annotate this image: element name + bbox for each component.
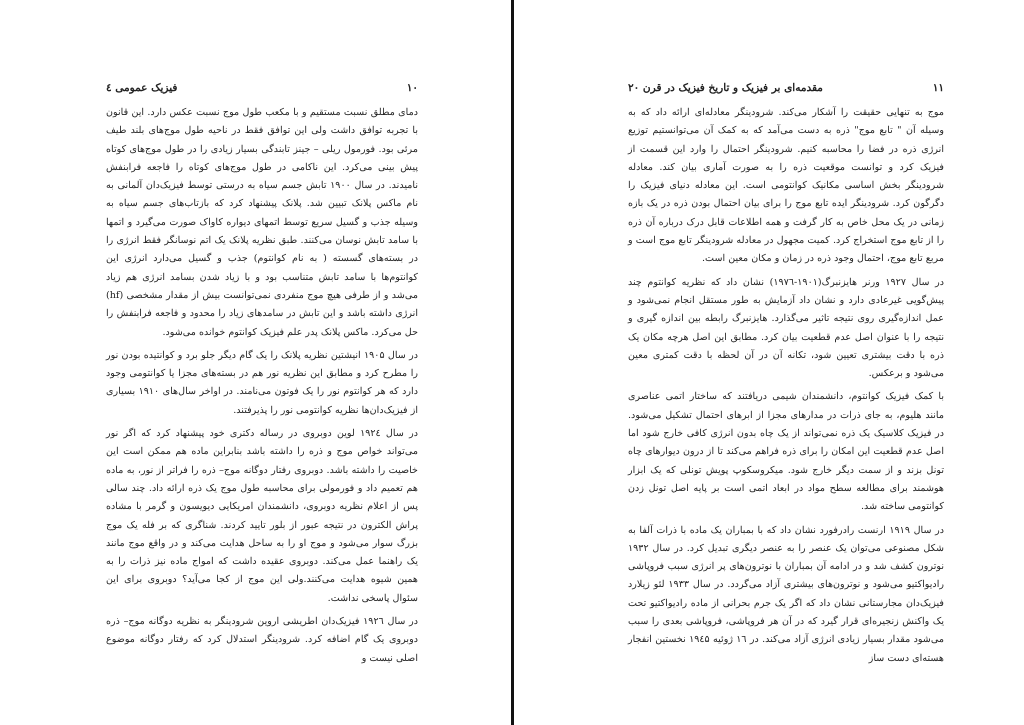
right-running-title: مقدمه‌ای بر فیزیک و تاریخ فیزیک در قرن ۲۰: [628, 82, 823, 94]
left-page-header: [106, 80, 418, 96]
right-page-number: ۱۱: [932, 82, 944, 94]
paragraph: با کمک فیزیک کوانتوم، دانشمندان شیمی دریافتند که ساختار اتمی عناصری مانند هلیوم، به جای ذرات در مدارهای مجزا از ابرهای احتمال تشکیل می‌شود. در فیزیک کلاسیک یک ذره نمی‌تواند از یک چاه بدون انرژی کافی خارج شود اما اصل عدم قطعیت این امکان را برای ذره فراهم می‌کند تا از درون دیوارهای چاه تونل بزند و از سمت دیگر خارج شود. میکروسکوپ پویش تونلی که یک ابزار هوشمند برای مطالعه سطح مواد در ابعاد اتمی است بر پایه اصل تونل زدن کوانتومی ساخته شد.: [628, 391, 944, 513]
right-page: [516, 0, 1024, 725]
paragraph: در سال ۱۹۰۵ انیشتین نظریه پلانک را یک گام دیگر جلو برد و کوانتیده بودن نور را مطرح کرد و مطابق این نظریه نور هم در بسته‌های مجزا یا کوانتومی وجود دارد که هر کوانتوم نور را یک فوتون می‌نامند. در اواخر سال‌های ۱۹۱۰ بسیاری از فیزیک‌دان‌ها نظریه کوانتومی نور را پذیرفتند.: [106, 349, 418, 416]
left-page-body: [106, 104, 418, 673]
paragraph: دمای مطلق نسبت مستقیم و با مکعب طول موج نسبت عکس دارد. این قانون با تجربه توافق داشت ولی این توافق فقط در ناحیه طول موج‌های بلند طیف مرئی بود. فورمول ریلی – جینز تابندگی بسیار زیادی را در طول موج‌های کوتاه پیش بینی می‌کرد. این ناکامی در طول موج‌های کوتاه را فاجعه فرابنفش نامیدند. در سال ۱۹۰۰ تابش جسم سیاه به درستی توسط فیزیک‌دان آلمانی به نام ماکس پلانک تبیین شد. پلانک پیشنهاد کرد که بازتاب‌های جسم سیاه به وسیله جذب و گسیل سریع توسط اتمهای دیواره کاواک صورت می‌گیرد و اتمها با سامد تابش نوسان می‌کنند. طبق نظریه پلانک یک اتم نوسانگر فقط انرژی را در بسته‌های گسسته ( به نام کوانتوم) جذب و گسیل می‌دارد انرژی این کوانتوم‌ها با سامد تابش متناسب بود و با زیاد شدن بسامد انرژی هم زیاد می‌شد و از طرفی هیچ موج منفردی نمی‌توانست بیش از مقدار مشخصی (hf) انرژی داشته باشد و این تابش در سامدهای زیاد را محدود و فاجعه فرابنفش را حل می‌کرد. ماکس پلانک پدر علم فیزیک کوانتوم خوانده می‌شود.: [106, 107, 419, 338]
paragraph: در سال ۱۹۲٦ فیزیک‌دان اطریشی اروین شرودینگر به نظریه دوگانه موج– ذره دوبروی یک گام اضافه کرد. شرودینگر استدلال کرد که رفتار دوگانه موضوع اصلی نیست و: [106, 616, 419, 664]
paragraph: در سال ۱۹۲۷ ورنر هایزنبرگ(۱۹۰۱-۱۹۷٦) نشان داد که نظریه کوانتوم چند پیش‌گویی غیرعادی دارد و نشان داد آزمایش به طور مستقل انجام نمی‌شود و عمل اندازه‌گیری روی نتیجه تاثیر می‌گذارد. هایزنبرگ رابطه بین اندازه گیری و نتیجه را با عنوان اصل عدم قطعیت بیان کرد. مطابق این اصل هرچه مکان یک ذره با دقت بیشتری تعیین شود، تکانه آن در آن لحظه با دقت کمتری معین می‌شود و برعکس.: [628, 276, 944, 380]
paragraph: موج به تنهایی حقیقت را آشکار می‌کند. شرودینگر معادله‌ای ارائه داد که به وسیله آن " تابع موج" ذره به دست می‌آمد که به کمک آن می‌توانستیم توزیع انرژی ذره در فضا را محاسبه کنیم. شرودینگر احتمال را وارد این قسمت از فیزیک کرد و توانست موقعیت ذره را به صورت آماری بیان کند. معادله شرودینگر بخش اساسی مکانیک کوانتومی است. این معادله دنیای فیزیک را دگرگون کرد. شرودینگر ایده تابع موج را برای بیان احتمال بودن ذره در یک بازه زمانی در یک محل خاص به کار گرفت و همه اطلاعات قابل درک درباره آن ذره را از تابع موج استخراج کرد. کمیت مجهول در معادله شرودینگر تابع موج است و مربع تابع موج، احتمال وجود ذره در زمان و مکان معین است.: [628, 107, 944, 265]
right-page-header: [628, 80, 944, 96]
paragraph: در سال ۱۹۲٤ لوین دوبروی در رساله دکتری خود پیشنهاد کرد که اگر نور می‌تواند خواص موج و ذره را داشته باشد بنابراین ماده هم ممکن است این خاصیت را داشته باشد. دوبروی رفتار دوگانه موج– ذره را فراتر از نور، به ماده هم تعمیم داد و فورمولی برای محاسبه طول موج یک ذره ارائه داد. چند سالی پس از اعلام نظریه دوبروی، دانشمندان امریکایی دیویسون و گرمر با مشاده پراش الکترون در نتیجه عبور از بلور تایید کردند. شناگری که بر فله یک موج بزرگ سوار می‌شود و موج او را به ساحل هدایت می‌کند و در واقع موج مانند یک راهنما عمل می‌کند. دوبروی عقیده داشت که امواج ماده نیز ذرات را به همین شیوه هدایت می‌کنند.ولی این موج از کجا می‌آید؟ دوبروی برای این سئوال پاسخی نداشت.: [106, 428, 419, 604]
paragraph: در سال ۱۹۱۹ ارنست رادرفورد نشان داد که با بمباران یک ماده با ذرات آلفا به شکل مصنوعی می‌توان یک عنصر را به عنصر دیگری تبدیل کرد. در سال ۱۹۳۲ نوترون کشف شد و در ادامه آن بمباران با نوترون‌های پر انرژی سبب فروپاشی رادیواکتیو می‌شود و نوترون‌های بیشتری آزاد می‌گردد. در سال ۱۹۳۳ لئو زیلارد فیزیک‌دان مجارستانی نشان داد که اگر یک جرم بحرانی از ماده رادیواکتیو تحت یک واکنش زنجیره‌ای قرار گیرد که در آن هر فروپاشی، فروپاشی بعدی را سبب می‌شود مقدار بسیار زیادی انرژی آزاد می‌کند. در ۱٦ ژوئیه ۱۹٤۵ نخستین انفجار هسته‌ای دست ساز: [628, 524, 945, 664]
left-page-number: ۱۰: [406, 82, 418, 94]
right-page-body: [628, 104, 944, 673]
book-spine-divider: [511, 0, 514, 725]
left-running-title: فیزیک عمومی ٤: [106, 82, 178, 94]
